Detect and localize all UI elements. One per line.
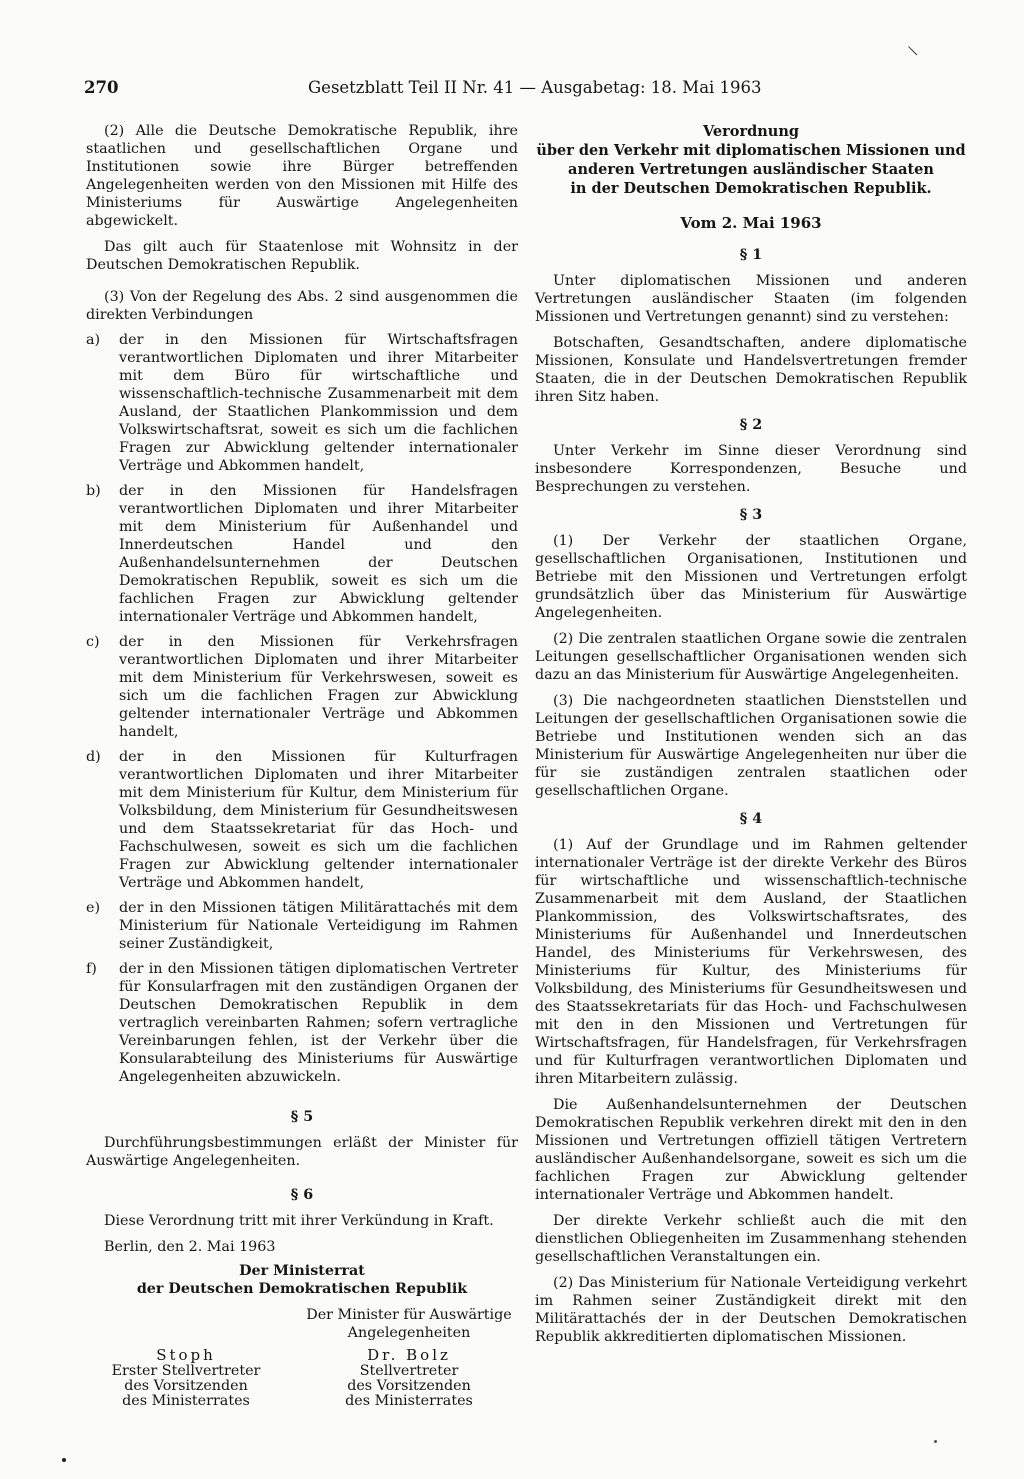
gazette-title: Gesetzblatt Teil II Nr. 41 — Ausgabetag: 18. Mai 1963 [308, 78, 762, 97]
list-text: der in den Missionen für Wirtschaftsfragen verantwortlichen Diplomaten und ihrer Mitarbeiter mit dem Büro für wirtschaftliche und wissenschaftlich-technische Zusammenarbeit mit dem Ausland, der Staatlichen Plankommission und dem Volkswirtschaftsrat, soweit es sich um die fachlichen Fragen zur Abwicklung geltender internationaler Verträge und Abkommen handelt, [119, 332, 518, 474]
list-label: c) [86, 634, 100, 650]
scan-mark [907, 46, 918, 57]
section-5-heading: § 5 [290, 1109, 314, 1125]
list-item-e [86, 899, 518, 953]
decree-title-line-1: Verordnung [703, 123, 799, 140]
list-item-f [86, 960, 518, 1086]
scan-speck [934, 1440, 937, 1443]
list-text: der in den Missionen tätigen diplomatischen Vertreter für Konsularfragen mit den zuständigen Organen der Deutschen Demokratischen Republik in dem vertraglich vereinbarten Rahmen; sofern vertragliche Vereinbarungen fehlen, ist der Verkehr über die Konsularabteilung des Ministeriums für Auswärtige Angelegenheiten abzuwickeln. [119, 961, 518, 1085]
signatory-role-1: Stellvertreter [359, 1363, 459, 1379]
list-text: der in den Missionen für Verkehrsfragen verantwortlichen Diplomaten und ihrer Mitarbeiter mit dem Ministerium für Verkehrswesen, soweit es sich um die fachlichen Fragen zur Abwicklung geltender internationaler Verträge und Abkommen handelt, [119, 634, 518, 740]
council-line-1: Der Ministerrat [239, 1263, 365, 1279]
decree-title-line-4: in der Deutschen Demokratischen Republik. [570, 180, 932, 197]
section-1-para-2: Botschaften, Gesandtschaften, andere diplomatische Missionen, Konsulate und Handelsvertretungen fremder Staaten, die in der Deutschen Demokratischen Republik ihren Sitz haben. [535, 335, 967, 405]
list-text: der in den Missionen für Kulturfragen verantwortlichen Diplomaten und ihrer Mitarbeiter mit dem Ministerium für Kultur, dem Ministerium für Volksbildung, dem Ministerium für Gesundheitswesen und dem Staatssekretariat für das Hoch- und Fachschulwesen, soweit es sich um die fachlichen Fragen zur Abwicklung geltender internationaler Verträge und Abkommen handelt, [119, 749, 518, 891]
scan-speck [62, 1458, 66, 1462]
page-header [84, 78, 969, 100]
list-text: der in den Missionen für Handelsfragen verantwortlichen Diplomaten und ihrer Mitarbeiter mit dem Ministerium für Außenhandel und Innerdeutschen Handel und den Außenhandelsunternehmen der Deutschen Demokratischen Republik, soweit es sich um die fachlichen Fragen zur Abwicklung geltender internationaler Verträge und Abkommen handelt, [119, 483, 518, 625]
signatory-role-3: des Ministerrates [122, 1393, 250, 1409]
section-6-heading: § 6 [290, 1187, 314, 1203]
decree-title-line-3: anderen Vertretungen ausländischer Staaten [568, 161, 934, 178]
minister-title [86, 1306, 518, 1342]
minister-line-1: Der Minister für Auswärtige [306, 1307, 512, 1323]
signatory-role-3: des Ministerrates [345, 1393, 473, 1409]
section-2-heading: § 2 [739, 417, 763, 433]
signatory-name: Stoph [156, 1346, 216, 1364]
signatory-name: Dr. Bolz [367, 1346, 451, 1364]
section-4-para-2: Die Außenhandelsunternehmen der Deutschen Demokratischen Republik verkehren direkt mit den in den Missionen und Vertretungen offiziell tätigen Vertretern ausländischer Außenhandelsorgane, soweit es sich um die fachlichen Fragen zur Abwicklung geltender internationaler Verträge und Abkommen handelt. [535, 1097, 967, 1203]
list-label: f) [86, 961, 97, 977]
council-heading [86, 1262, 518, 1298]
section-3-para-2: (2) Die zentralen staatlichen Organe sowie die zentralen Leitungen gesellschaftlicher Organisationen wenden sich dazu an das Ministerium für Auswärtige Angelegenheiten. [535, 631, 967, 683]
list-label: e) [86, 900, 101, 916]
signature-stoph [86, 1346, 286, 1409]
list-label: d) [86, 749, 101, 765]
section-4-para-3: Der direkte Verkehr schließt auch die mit den dienstlichen Obliegenheiten im Zusammenhang stehenden gesellschaftlichen Veranstaltungen ein. [535, 1213, 967, 1265]
left-column [86, 122, 518, 1412]
section-6-text: Diese Verordnung tritt mit ihrer Verkündung in Kraft. [104, 1213, 494, 1229]
paragraph-2a: (2) Alle die Deutsche Demokratische Republik, ihre staatlichen und gesellschaftlichen Organe und Institutionen sowie ihre Bürger betreffenden Angelegenheiten werden von den Missionen mit Hilfe des Ministeriums für Auswärtige Angelegenheiten abgewickelt. [86, 123, 518, 229]
page-number: 270 [84, 78, 119, 97]
list-label: b) [86, 483, 101, 499]
list-text: der in den Missionen tätigen Militärattachés mit dem Ministerium für Nationale Verteidigung im Rahmen seiner Zuständigkeit, [119, 900, 518, 952]
section-3-heading: § 3 [739, 507, 763, 523]
section-3-para-1: (1) Der Verkehr der staatlichen Organe, gesellschaftlichen Organisationen, Institutionen und Betriebe mit den Missionen und Vertretungen erfolgt grundsätzlich über das Ministerium für Auswärtige Angelegenheiten. [535, 533, 967, 621]
section-1-heading: § 1 [739, 247, 763, 263]
section-4-heading: § 4 [739, 811, 763, 827]
list-item-c [86, 633, 518, 741]
section-3-para-3: (3) Die nachgeordneten staatlichen Dienststellen und Leitungen der gesellschaftlichen Organisationen sowie die Betriebe und Institutionen wenden sich an das Ministerium für Auswärtige Angelegenheiten nur über die für sie zuständigen zentralen staatlichen oder gesellschaftlichen Organe. [535, 693, 967, 799]
section-5-text: Durchführungsbestimmungen erläßt der Minister für Auswärtige Angelegenheiten. [86, 1135, 518, 1169]
list-item-a [86, 331, 518, 475]
section-1-para-1: Unter diplomatischen Missionen und anderen Vertretungen ausländischer Staaten (im folgenden Missionen und Vertretungen genannt) sind zu verstehen: [535, 273, 967, 325]
list-item-b [86, 482, 518, 626]
list-label: a) [86, 332, 101, 348]
paragraph-3: (3) Von der Regelung des Abs. 2 sind ausgenommen die direkten Verbindungen [86, 289, 518, 323]
section-4-para-1: (1) Auf der Grundlage und im Rahmen geltender internationaler Verträge ist der direkte Verkehr des Büros für wirtschaftliche und wissenschaftlich-technische Zusammenarbeit mit dem Ausland, der Staatlichen Plankommission, des Volkswirtschaftsrates, des Ministeriums für Außenhandel und Innerdeutschen Handel, des Ministeriums für Verkehrswesen, des Ministeriums für Kultur, des Ministeriums für Volksbildung, des Ministeriums für Gesundheitswesen und des Staatssekretariats für das Hoch- und Fachschulwesen mit den in den Missionen und Vertretungen für Wirtschaftsfragen, für Handelsfragen, für Verkehrsfragen und für Kulturfragen verantwortlichen Diplomaten und ihren Mitarbeitern zulässig. [535, 837, 967, 1087]
section-2-para-1: Unter Verkehr im Sinne dieser Verordnung sind insbesondere Korrespondenzen, Besuche und Besprechungen zu verstehen. [535, 443, 967, 495]
list-item-d [86, 748, 518, 892]
decree-title-line-2: über den Verkehr mit diplomatischen Missionen und [536, 142, 966, 159]
right-column [535, 122, 967, 1346]
place-date: Berlin, den 2. Mai 1963 [104, 1239, 276, 1255]
signatory-role-2: des Vorsitzenden [347, 1378, 471, 1394]
minister-line-2: Angelegenheiten [347, 1325, 471, 1341]
decree-date: Vom 2. Mai 1963 [680, 214, 822, 232]
paragraph-2b: Das gilt auch für Staatenlose mit Wohnsitz in der Deutschen Demokratischen Republik. [86, 239, 518, 273]
section-4-para-4: (2) Das Ministerium für Nationale Verteidigung verkehrt im Rahmen seiner Zuständigkeit direkt mit den Militärattachés der in der Deutschen Demokratischen Republik akkreditierten diplomatischen Missionen. [535, 1275, 967, 1345]
signatory-role-2: des Vorsitzenden [124, 1378, 248, 1394]
signature-bolz [300, 1346, 518, 1409]
decree-title [535, 122, 967, 198]
council-line-2: der Deutschen Demokratischen Republik [136, 1281, 468, 1297]
signatory-role-1: Erster Stellvertreter [111, 1363, 261, 1379]
signatures [86, 1346, 518, 1412]
